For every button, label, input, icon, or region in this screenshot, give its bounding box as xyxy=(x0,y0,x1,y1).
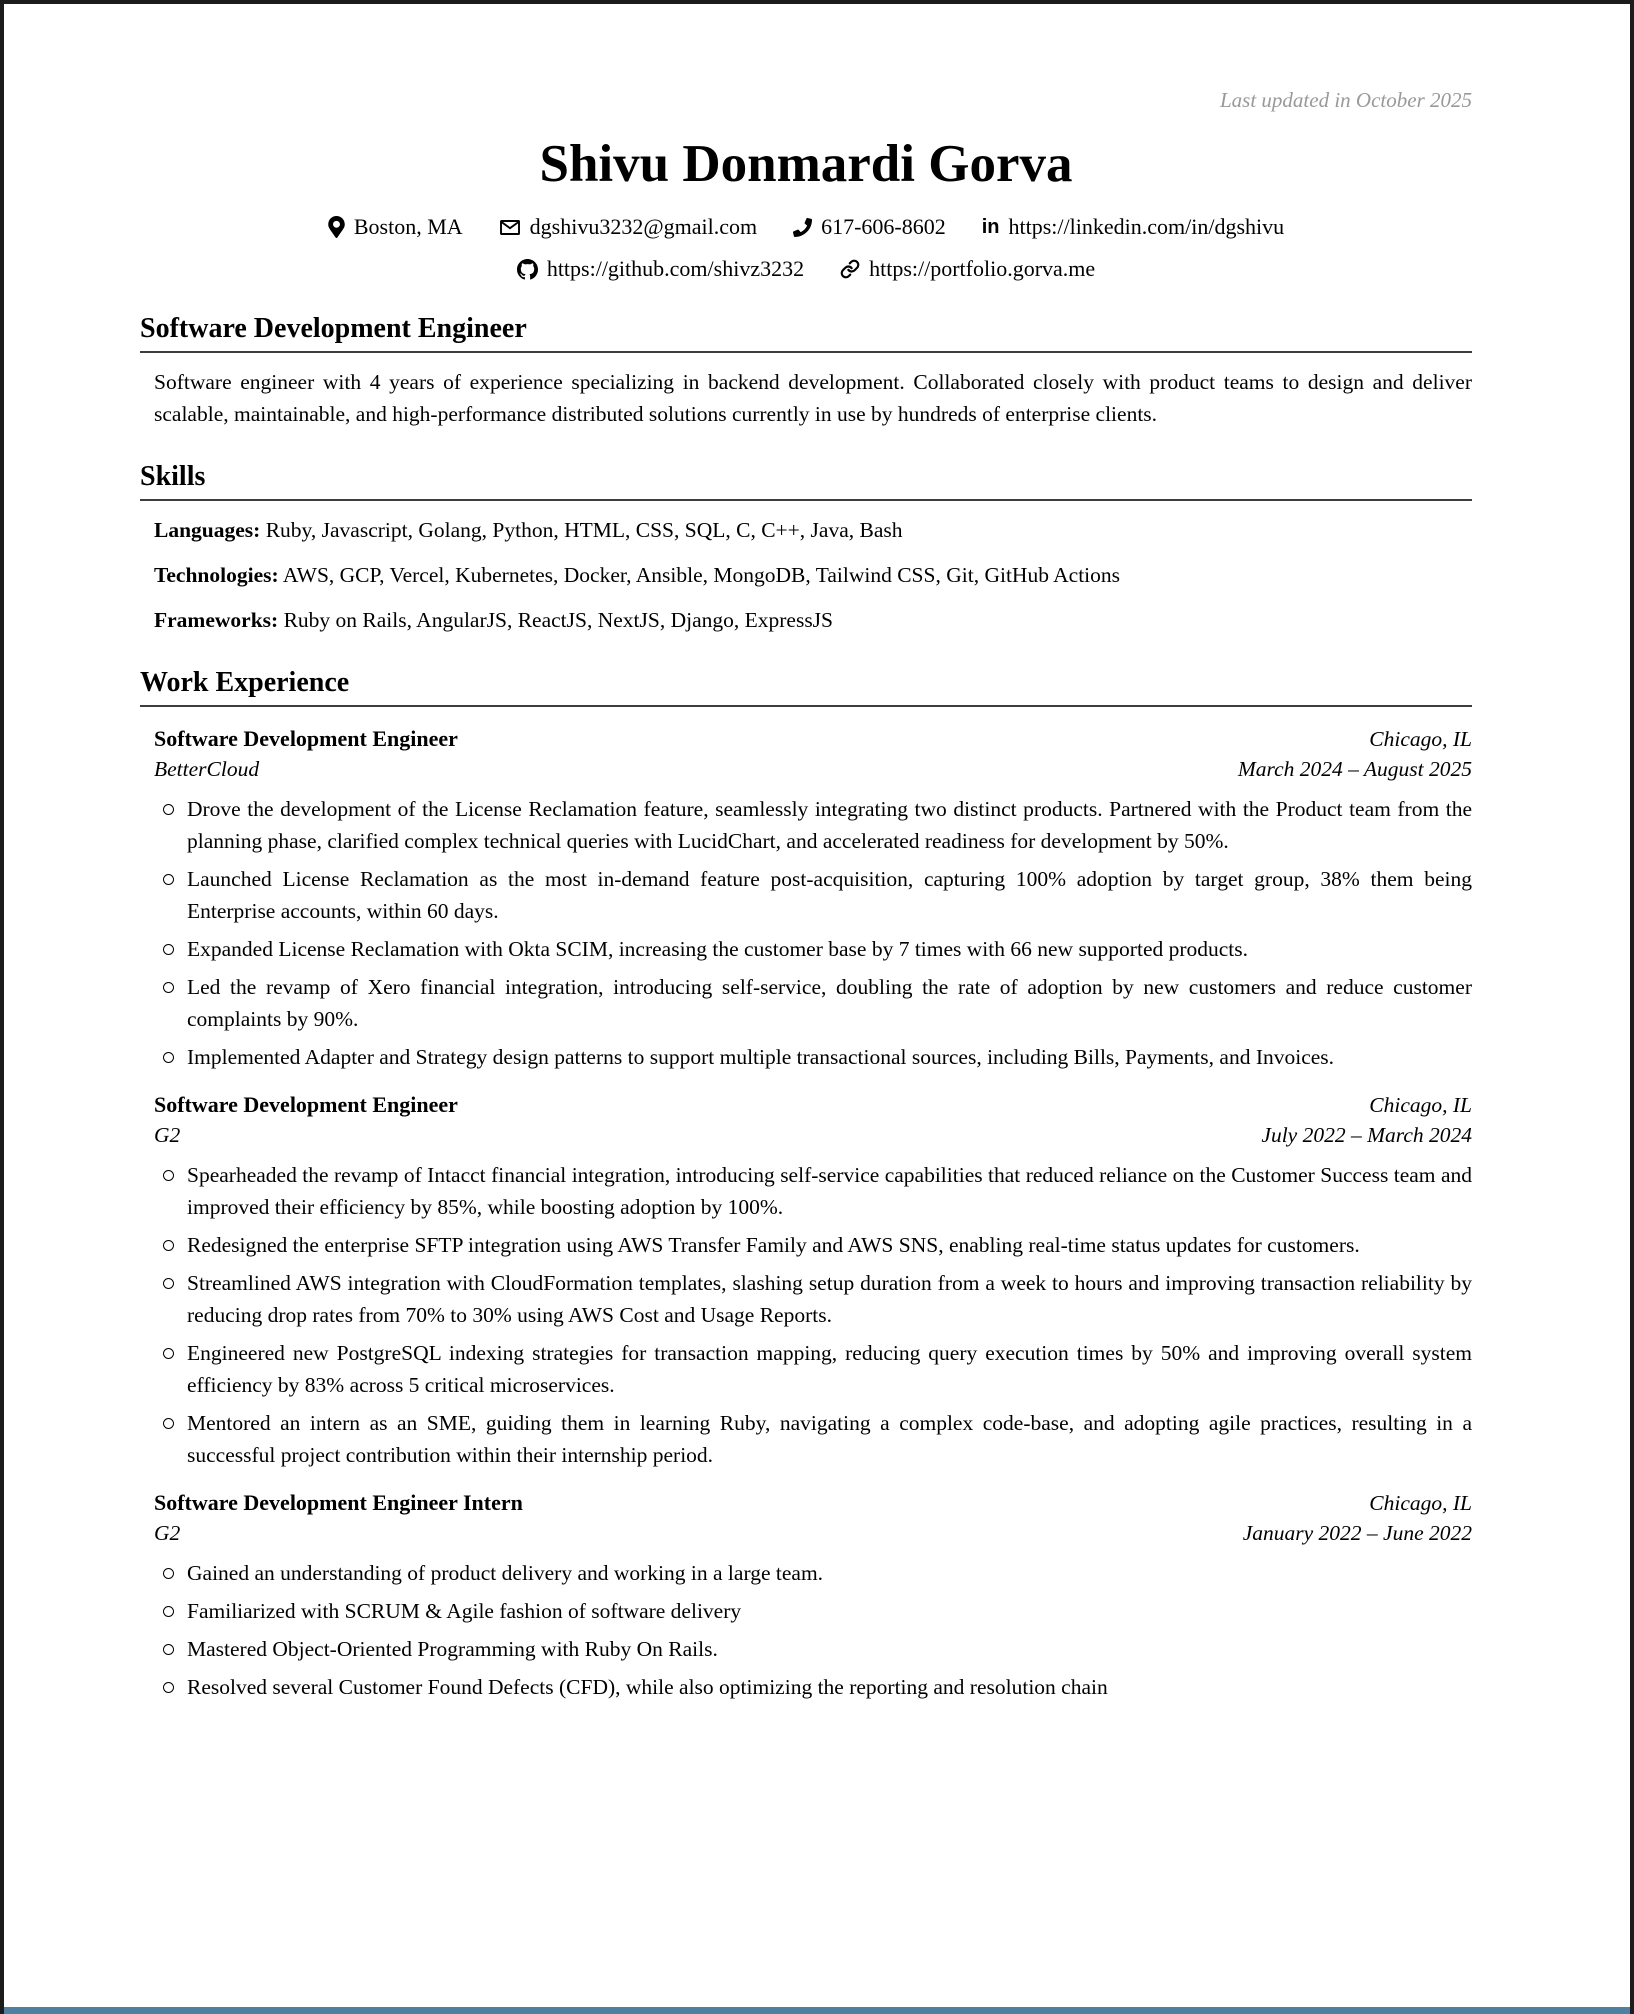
bullet-item xyxy=(140,1407,1472,1471)
bullet-circle-icon xyxy=(163,1348,174,1359)
job-company-row xyxy=(140,1518,1472,1548)
contact-linkedin-text[interactable]: https://linkedin.com/in/dgshivu xyxy=(1008,214,1285,239)
envelope-icon xyxy=(499,217,521,237)
work-experience-section xyxy=(140,666,1472,1703)
job-entry-g2 xyxy=(140,1090,1472,1471)
profile-section xyxy=(140,312,1472,430)
contact-github[interactable] xyxy=(517,256,804,282)
skill-row-frameworks xyxy=(140,604,1472,636)
bullet-item xyxy=(140,971,1472,1035)
bullet-circle-icon xyxy=(163,1644,174,1655)
skill-label: Frameworks: xyxy=(154,608,279,632)
skill-value: AWS, GCP, Vercel, Kubernetes, Docker, Ansible, MongoDB, Tailwind CSS, Git, GitHub Actions xyxy=(282,563,1121,587)
contact-row-2 xyxy=(140,256,1472,282)
job-dates: July 2022 – March 2024 xyxy=(1261,1123,1472,1147)
candidate-name: Shivu Donmardi Gorva xyxy=(539,135,1073,193)
bullet-circle-icon xyxy=(163,804,174,815)
profile-section-heading: Software Development Engineer xyxy=(140,312,1472,353)
bullet-text: Implemented Adapter and Strategy design patterns to support multiple transactional sources, including Bills, Payments, and Invoices. xyxy=(187,1045,1335,1069)
contact-portfolio-text[interactable]: https://portfolio.gorva.me xyxy=(869,256,1096,281)
map-marker-icon xyxy=(328,216,345,238)
job-entry-g2-intern xyxy=(140,1488,1472,1703)
bullet-item xyxy=(140,1337,1472,1401)
bullet-item xyxy=(140,1159,1472,1223)
bullet-item xyxy=(140,1633,1472,1665)
job-bullets xyxy=(140,793,1472,1073)
skills-section-heading: Skills xyxy=(140,460,1472,501)
bullet-text: Gained an understanding of product delivery and working in a large team. xyxy=(187,1561,824,1585)
bullet-item xyxy=(140,863,1472,927)
skills-section xyxy=(140,460,1472,636)
bullet-circle-icon xyxy=(163,1606,174,1617)
bullet-text: Spearheaded the revamp of Intacct financial integration, introducing self-service capabilities that reduced reliance on the Customer Success team and improved their efficiency by 85%, while boosting adoption by 100%. xyxy=(187,1163,1472,1219)
job-location: Chicago, IL xyxy=(1369,1491,1472,1515)
skill-row-technologies xyxy=(140,559,1472,591)
job-company: G2 xyxy=(154,1123,181,1147)
bullet-circle-icon xyxy=(163,1170,174,1181)
bullet-item xyxy=(140,793,1472,857)
skill-value: Ruby, Javascript, Golang, Python, HTML, CSS, SQL, C, C++, Java, Bash xyxy=(265,518,903,542)
job-title: Software Development Engineer xyxy=(154,1092,458,1117)
bullet-text: Engineered new PostgreSQL indexing strategies for transaction mapping, reducing query execution times by 50% and improving overall system efficiency by 83% across 5 critical microservices. xyxy=(187,1341,1472,1397)
bullet-item xyxy=(140,1229,1472,1261)
job-title: Software Development Engineer Intern xyxy=(154,1490,523,1515)
job-bullets xyxy=(140,1159,1472,1471)
bullet-text: Resolved several Customer Found Defects (CFD), while also optimizing the reporting and resolution chain xyxy=(187,1675,1108,1699)
job-bullets xyxy=(140,1557,1472,1703)
job-company-row xyxy=(140,1120,1472,1150)
bullet-circle-icon xyxy=(163,944,174,955)
bullet-item xyxy=(140,1671,1472,1703)
bullet-text: Led the revamp of Xero financial integration, introducing self-service, doubling the rate of adoption by new customers and reduce customer complaints by 90%. xyxy=(187,975,1472,1031)
linkedin-icon: in xyxy=(981,216,1000,238)
bullet-circle-icon xyxy=(163,1568,174,1579)
bullet-text: Familiarized with SCRUM & Agile fashion of software delivery xyxy=(187,1599,742,1623)
bullet-circle-icon xyxy=(163,1682,174,1693)
bullet-text: Mastered Object-Oriented Programming with Ruby On Rails. xyxy=(187,1637,718,1661)
bottom-accent-bar xyxy=(4,2007,1630,2014)
contact-location-text: Boston, MA xyxy=(353,214,463,239)
bullet-circle-icon xyxy=(163,1240,174,1251)
contact-linkedin[interactable] xyxy=(982,214,1284,240)
skill-label: Languages: xyxy=(154,518,261,542)
contact-row-1 xyxy=(140,214,1472,240)
github-icon xyxy=(517,259,538,280)
job-company: G2 xyxy=(154,1521,181,1545)
link-icon xyxy=(840,259,860,279)
bullet-item xyxy=(140,1267,1472,1331)
job-dates: January 2022 – June 2022 xyxy=(1242,1521,1472,1545)
job-title-row xyxy=(140,724,1472,754)
bullet-item xyxy=(140,1595,1472,1627)
skill-value: Ruby on Rails, AngularJS, ReactJS, NextJS, Django, ExpressJS xyxy=(283,608,834,632)
phone-icon xyxy=(793,218,812,237)
last-updated-note: Last updated in October 2025 xyxy=(1220,88,1472,112)
job-location: Chicago, IL xyxy=(1369,1093,1472,1117)
bullet-text: Launched License Reclamation as the most in-demand feature post-acquisition, capturing 100% adoption by target group, 38% them being Enterprise accounts, within 60 days. xyxy=(187,867,1472,923)
bullet-text: Expanded License Reclamation with Okta SCIM, increasing the customer base by 7 times with 66 new supported products. xyxy=(187,937,1249,961)
bullet-item xyxy=(140,1557,1472,1589)
job-title-row xyxy=(140,1090,1472,1120)
job-location: Chicago, IL xyxy=(1369,727,1472,751)
job-dates: March 2024 – August 2025 xyxy=(1237,757,1472,781)
contact-email-text[interactable]: dgshivu3232@gmail.com xyxy=(529,214,758,239)
contact-phone[interactable] xyxy=(793,214,946,240)
job-title-row xyxy=(140,1488,1472,1518)
bullet-text: Mentored an intern as an SME, guiding them in learning Ruby, navigating a complex code-base, and adopting agile practices, resulting in a successful project contribution within their internship period. xyxy=(187,1411,1472,1467)
bullet-item xyxy=(140,933,1472,965)
contact-email[interactable] xyxy=(499,214,757,240)
contact-portfolio[interactable] xyxy=(840,256,1095,282)
bullet-circle-icon xyxy=(163,1418,174,1429)
contact-location xyxy=(328,214,463,240)
bullet-circle-icon xyxy=(163,1052,174,1063)
skill-row-languages xyxy=(140,514,1472,546)
bullet-circle-icon xyxy=(163,874,174,885)
bullet-item xyxy=(140,1041,1472,1073)
job-company: BetterCloud xyxy=(154,757,260,781)
bullet-circle-icon xyxy=(163,1278,174,1289)
skill-label: Technologies: xyxy=(154,563,279,587)
resume-content xyxy=(4,4,1630,1703)
bullet-text: Redesigned the enterprise SFTP integration using AWS Transfer Family and AWS SNS, enabling real-time status updates for customers. xyxy=(187,1233,1360,1257)
bullet-text: Streamlined AWS integration with CloudFormation templates, slashing setup duration from a week to hours and improving transaction reliability by reducing drop rates from 70% to 30% using AWS Cost and Usage Reports. xyxy=(187,1271,1472,1327)
bullet-circle-icon xyxy=(163,982,174,993)
contact-github-text[interactable]: https://github.com/shivz3232 xyxy=(546,256,805,281)
bullet-text: Drove the development of the License Reclamation feature, seamlessly integrating two distinct products. Partnered with the Product team from the planning phase, clarified complex technical queries with LucidChart, and accelerated readiness for development by 50%. xyxy=(187,797,1472,853)
profile-summary: Software engineer with 4 years of experience specializing in backend development. Collaborated closely with product teams to design and deliver scalable, maintainable, and high-performance distributed solutions currently in use by hundreds of enterprise clients. xyxy=(154,370,1472,426)
job-title: Software Development Engineer xyxy=(154,726,458,751)
job-company-row xyxy=(140,754,1472,784)
work-section-heading: Work Experience xyxy=(140,666,1472,707)
contact-phone-text[interactable]: 617-606-8602 xyxy=(821,214,946,239)
job-entry-bettercloud xyxy=(140,724,1472,1073)
